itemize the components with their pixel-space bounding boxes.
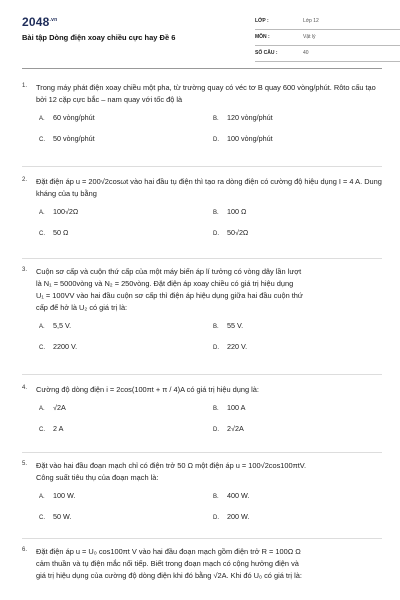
question-text: Cường độ dòng điện i = 2cos(100πt + π / 4)A có giá trị hiệu dụng là: — [36, 385, 259, 394]
option-d[interactable]: D. 2√2A — [213, 424, 244, 433]
option-d[interactable]: D. 100 vòng/phút — [213, 134, 273, 143]
question-line: Đặt vào hai đầu đoạn mạch chỉ có điện trở 50 Ω một điện áp u = 100√2cos100πtV. — [36, 461, 307, 470]
question-line: Đặt điện áp u = U₀ cos100πt V vào hai đầu đoạn mạch gồm điện trở R = 100Ω Ω — [36, 547, 301, 556]
question-divider — [22, 538, 382, 539]
question-divider — [22, 166, 382, 167]
question-number: 5. — [22, 461, 28, 467]
question-line: giá trị hiệu dụng của cường độ dòng điện khi đó bằng √2A. Khi đó U₀ có giá trị là: — [36, 571, 302, 580]
question-divider — [22, 452, 382, 453]
question-number: 1. — [22, 83, 28, 89]
meta-row-count — [255, 46, 400, 62]
options — [39, 206, 382, 252]
option-b[interactable]: B. 55 V. — [213, 321, 244, 330]
options — [39, 490, 382, 536]
question-2 — [22, 176, 382, 252]
option-b[interactable]: B. 100 A — [213, 403, 246, 412]
question-text — [36, 460, 382, 484]
meta-value: Vật lý — [303, 34, 316, 40]
option-d[interactable]: D. 220 V. — [213, 342, 248, 351]
question-5 — [22, 460, 382, 536]
options — [39, 320, 382, 366]
option-a[interactable]: A. 100 W. — [39, 491, 76, 500]
option-b[interactable]: B. 100 Ω — [213, 207, 247, 216]
meta-row-subject — [255, 30, 400, 46]
meta-value: Lớp 12 — [303, 18, 319, 24]
question-number: 3. — [22, 267, 28, 273]
option-c[interactable]: C. 2200 V. — [39, 342, 78, 351]
question-text — [36, 546, 382, 582]
option-c[interactable]: C. 2 A — [39, 424, 64, 433]
question-4 — [22, 384, 382, 448]
question-text: Đặt điện áp u = 200√2cosωt vào hai đầu tụ điện thì tạo ra dòng điện có cường độ hiệu dụng I = 4 A. Dung kháng của tụ bằng — [36, 177, 382, 198]
question-number: 6. — [22, 547, 28, 553]
header-divider — [22, 68, 382, 69]
option-a[interactable]: A. 5,5 V. — [39, 321, 72, 330]
question-line: cảm thuần và tụ điện mắc nối tiếp. Biết trong đoạn mạch có cộng hưởng điện và — [36, 559, 299, 568]
question-number: 2. — [22, 177, 28, 183]
site-logo[interactable]: $2048^{.vn}$ — [22, 15, 58, 29]
question-3 — [22, 266, 382, 366]
meta-key: LỚP : — [255, 18, 269, 24]
option-b[interactable]: B. 120 vòng/phút — [213, 113, 273, 122]
question-divider — [22, 374, 382, 375]
question-6 — [22, 546, 382, 582]
question-line: U₁ = 100VV vào hai đầu cuộn sơ cấp thì điện áp hiệu dụng giữa hai đầu cuộn thứ — [36, 291, 303, 300]
option-d[interactable]: D. 50√2Ω — [213, 228, 249, 237]
options — [39, 112, 382, 158]
option-c[interactable]: C. 50 vòng/phút — [39, 134, 95, 143]
option-a[interactable]: A. 60 vòng/phút — [39, 113, 95, 122]
question-divider — [22, 258, 382, 259]
option-d[interactable]: D. 200 W. — [213, 512, 250, 521]
option-b[interactable]: B. 400 W. — [213, 491, 250, 500]
page-title: Bài tập Dòng điện xoay chiều cực hay Đề 6 — [22, 33, 176, 42]
question-number: 4. — [22, 385, 28, 391]
meta-key: SỐ CÂU : — [255, 50, 278, 56]
option-a[interactable]: A. 100√2Ω — [39, 207, 79, 216]
question-text: Trong máy phát điện xoay chiều một pha, từ trường quay có véc tơ B quay 600 vòng/phút. Rôto cấu tạo bởi 12 cặp cực bắc – nam quay với tốc độ là — [36, 83, 376, 104]
question-text — [36, 266, 382, 314]
options — [39, 402, 382, 448]
question-line: Cuộn sơ cấp và cuộn thứ cấp của một máy biến áp lí tưởng có vòng dây lần lượt — [36, 267, 302, 276]
meta-key: MÔN : — [255, 34, 270, 40]
meta-value: 40 — [303, 50, 309, 56]
option-c[interactable]: C. 50 Ω — [39, 228, 69, 237]
question-line: Công suất tiêu thụ của đoạn mạch là: — [36, 473, 159, 482]
option-c[interactable]: C. 50 W. — [39, 512, 72, 521]
meta-row-class — [255, 14, 400, 30]
meta-table — [255, 14, 400, 62]
question-line: là N₁ = 5000vòng và N₂ = 250vòng. Đặt điện áp xoay chiều có giá trị hiệu dụng — [36, 279, 294, 288]
question-line: cấp để hở là U₂ có giá trị là: — [36, 303, 128, 312]
question-1 — [22, 82, 382, 158]
option-a[interactable]: A. √2A — [39, 403, 66, 412]
worksheet-header — [22, 10, 382, 60]
